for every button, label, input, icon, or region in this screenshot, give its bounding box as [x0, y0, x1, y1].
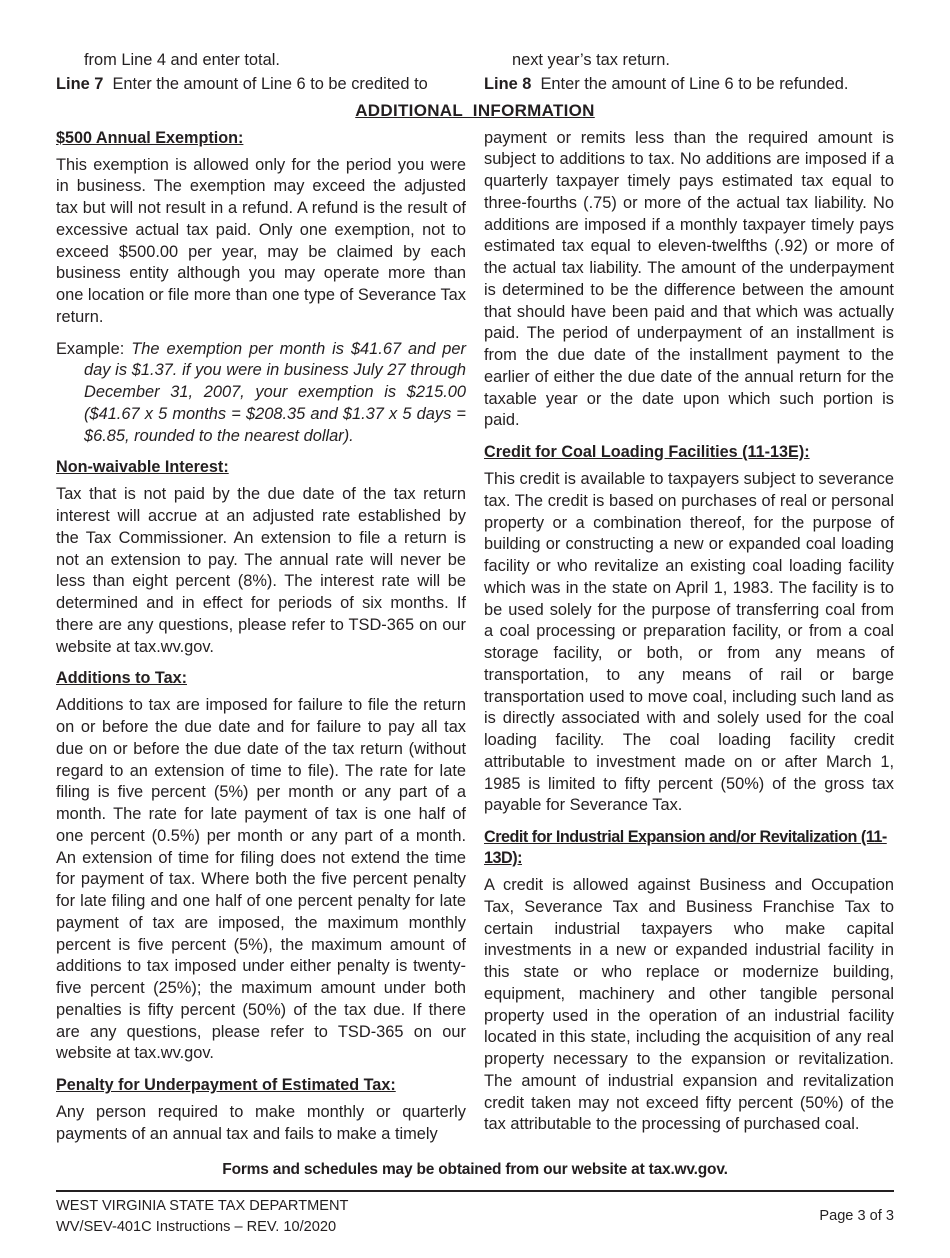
line8-instruction — [484, 74, 894, 96]
line8-label: Line 8 — [484, 74, 532, 93]
page-number: Page 3 of 3 — [819, 1208, 894, 1224]
coal-heading: Credit for Coal Loading Facilities (11-13E): — [484, 443, 810, 461]
example-body: The exemption per month is $41.67 and per day is $1.37. if you were in business July 27 through December 31, 2007, your exemption is $215.00 ($41.67 x 5 months = $208.35 and $1.37 x 5 days = $6.85, rounded to the nearest dollar). — [84, 339, 466, 445]
industrial-text: A credit is allowed against Business and Occupation Tax, Severance Tax and Business Franchise Tax to certain industrial taxpayers who make capital investments in a new or expanded industrial facility in this state or who replace or modernize building, equipment, machinery and other tangible personal property used in the operation of an industrial facility located in this state, including the acquisition of any real property necessary to the expansion or revitalization. The amount of industrial expansion and revitalization credit taken may not exceed fifty percent (50%) of the tax attributable to the processing of purchased coal. — [484, 876, 894, 1134]
exemption-heading: $500 Annual Exemption: — [56, 128, 244, 147]
footer-form-id: WV/SEV-401C Instructions – REV. 10/2020 — [56, 1218, 337, 1235]
forms-notice: Forms and schedules may be obtained from our website at tax.wv.gov. — [222, 1160, 728, 1178]
penalty-heading: Penalty for Underpayment of Estimated Tax: — [56, 1076, 396, 1094]
coal-text: This credit is available to taxpayers subject to severance tax. The credit is based on purchases of real or personal property or a combination thereof, for the purpose of building or constructing a new or expanded coal loading facility or who revitalize an existing coal loading facility which was in the state on April 1, 1983. The facility is to be used solely for the purpose of transferring coal from a coal processing or preparation facility, or from a coal storage facility, or both, or from any means of transportation, to any means of rail or barge transportation used to move coal, including such land as is directly associated with and solely used for the coal loading facility. The coal loading facility credit attributable to investment made on or after March 1, 1985 is limited to fifty percent (50%) of the gross tax payable for Severance Tax. — [484, 470, 894, 815]
interest-text: Tax that is not paid by the due date of the tax return interest will accrue at an adjusted rate established by the Tax Commissioner. An extension to file a return is not an extension to pay. The annual rate will never be less than eight percent (8%). The interest rate will be determined and in effect for periods of six months. If there are any questions, please refer to TSD-365 on our website at tax.wv.gov. — [56, 485, 466, 656]
left-column — [56, 128, 466, 1146]
exemption-text: This exemption is allowed only for the period you were in business. The exemption may exceed the adjusted tax but will not result in a refund. A refund is the result of excessive actual tax paid. Only one exemption, not to exceed $500.00 per year, may be claimed by each business entity although you may operate more than one location or file more than one type of Severance Tax return. — [56, 155, 466, 326]
example-text — [56, 339, 466, 448]
penalty-continuation: payment or remits less than the required amount is subject to additions to tax. No additions are imposed if a quarterly taxpayer timely pays estimated tax equal to three-fourths (.75) or more of the actual tax liability. No additions are imposed if a monthly taxpayer timely pays estimated tax equal to eleven-twelfths (.92) or more of the actual tax liability. The amount of the underpayment is determined to be the difference between the amount that should have been paid and that which was actually paid. The period of underpayment of an installment is from the due date of the installment payment to the earlier of either the due date of the annual return for the taxable year or the date upon which such portion is paid. — [484, 128, 894, 430]
line7-continuation: next year’s tax return. — [512, 51, 670, 69]
interest-heading: Non-waivable Interest: — [56, 458, 229, 477]
industrial-heading: Credit for Industrial Expansion and/or Revitalization (11-13D): — [484, 828, 887, 867]
footer-divider — [56, 1190, 894, 1192]
line7-label: Line 7 — [56, 74, 104, 93]
section-title: ADDITIONAL INFORMATION — [355, 100, 595, 120]
line8-text: Enter the amount of Line 6 to be refunded. — [540, 74, 849, 93]
footer-department: WEST VIRGINIA STATE TAX DEPARTMENT — [56, 1197, 349, 1214]
footer — [56, 1196, 894, 1238]
line6-continuation: from Line 4 and enter total. — [84, 51, 280, 69]
additions-text: Additions to tax are imposed for failure to file the return on or before the due date and for failure to pay all tax due on or before the due date of the tax return (without regard to an extension of time to file). The rate for late filing is five percent (5%) per month or any part of a month. The rate for late payment of tax is one half of one percent (0.5%) per month or any part of a month. An extension of time for filing does not extend the time for payment of tax. Where both the five percent penalty for late filing and one half of one percent penalty for late payment of tax are imposed, the maximum monthly percent is five percent (5%), the maximum amount of additions to tax imposed under either penalty is twenty-five percent (25%); the maximum amount under both penalties is fifty percent (50%) of the tax due. If there are any questions, please refer to TSD-365 on our website at tax.wv.gov. — [56, 696, 466, 1063]
penalty-text: Any person required to make monthly or quarterly payments of an annual tax and fails to make a timely — [56, 1103, 466, 1143]
example-label: Example: — [56, 339, 125, 358]
line7-instruction — [56, 74, 466, 96]
line-continuations — [56, 50, 894, 72]
line-instructions — [56, 74, 894, 96]
two-column-body — [56, 128, 894, 1146]
line7-text: Enter the amount of Line 6 to be credited to — [112, 74, 428, 93]
right-column — [484, 128, 894, 1137]
footer-left — [56, 1196, 348, 1238]
additions-heading: Additions to Tax: — [56, 669, 187, 688]
